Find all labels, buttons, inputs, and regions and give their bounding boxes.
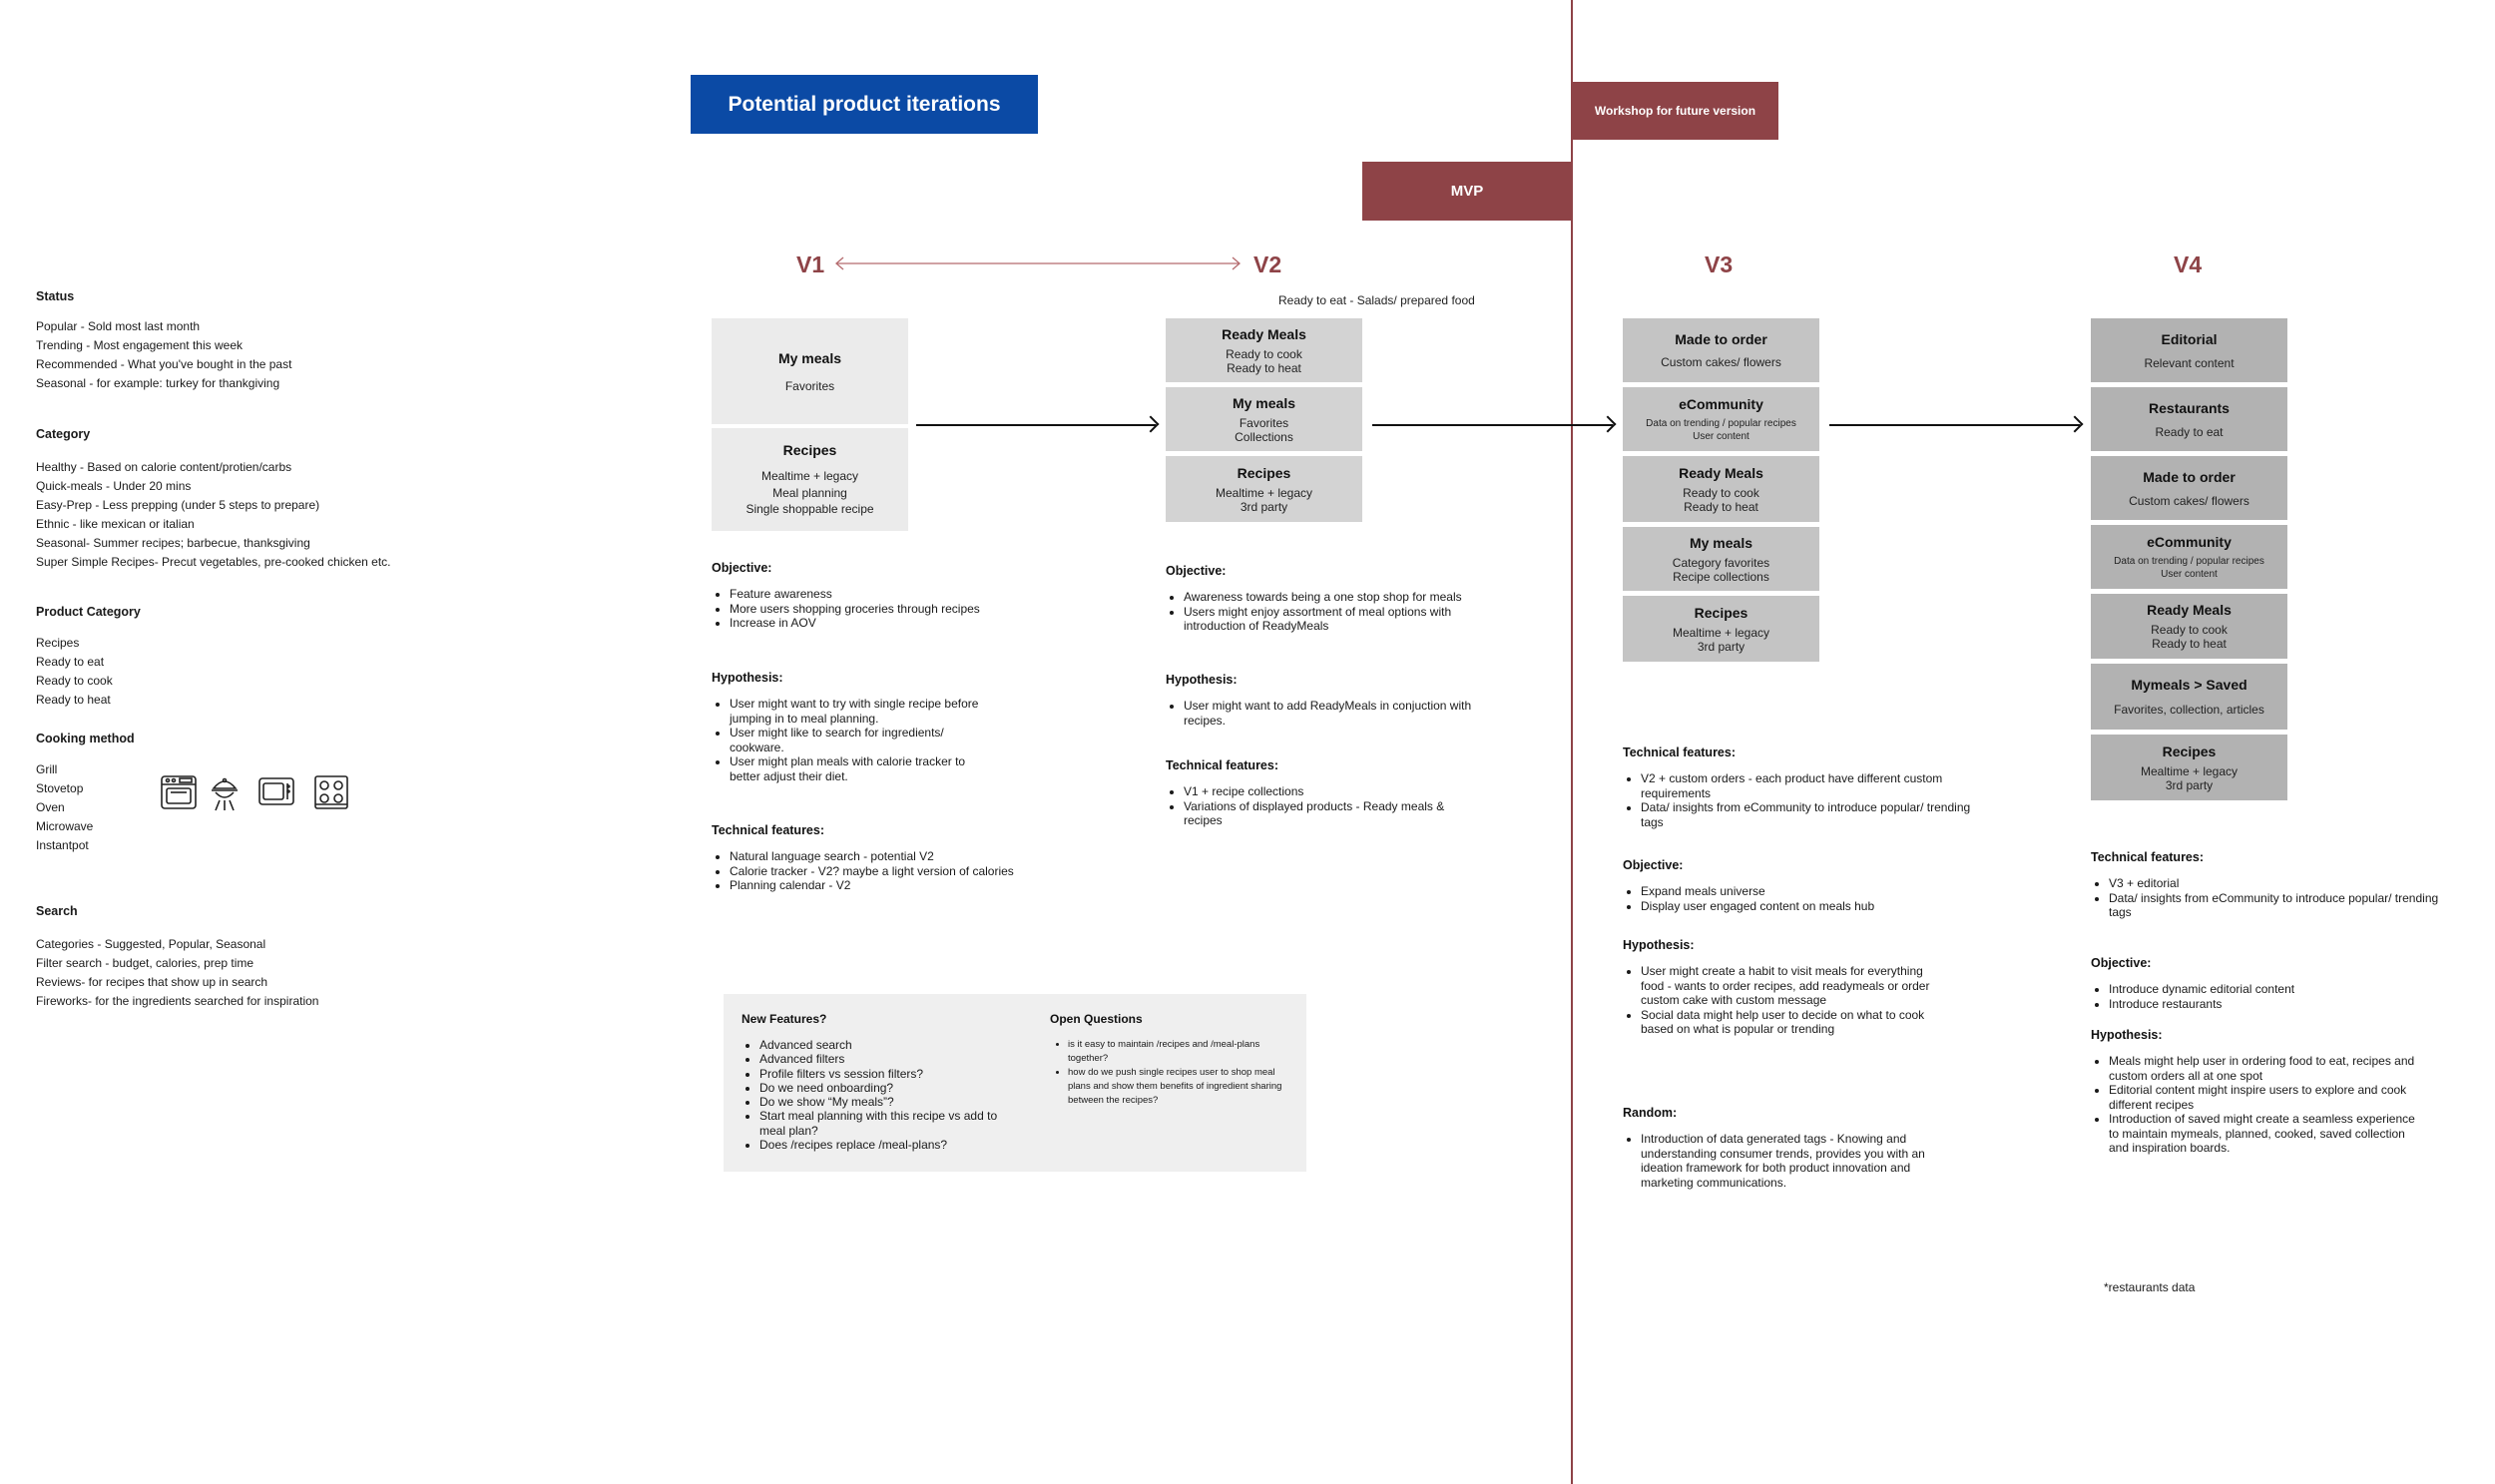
card-title: Ready Meals bbox=[2147, 602, 2232, 618]
card-line: Mealtime + legacy bbox=[1672, 625, 1770, 640]
v2-hypothesis-list bbox=[1166, 699, 1503, 728]
open-questions-section bbox=[1050, 1012, 1289, 1108]
v3-random-item: • Introduction of data generated tags - Knowing and understanding consumer trends, provides you with an ideation framework for both product innovation and marketing communications. bbox=[1641, 1132, 1952, 1190]
product-category-list bbox=[36, 634, 141, 710]
card-title: Mymeals > Saved bbox=[2131, 677, 2247, 693]
v2-technical-list bbox=[1166, 784, 1473, 828]
v2-note: Ready to eat - Salads/ prepared food bbox=[1278, 293, 1475, 307]
v2-objective-list bbox=[1166, 590, 1503, 634]
v3-hypothesis bbox=[1623, 938, 1952, 1037]
v4-hypothesis-item: • Introduction of saved might create a seamless experience to maintain mymeals, planned, cooked, saved collection and inspiration boards. bbox=[2109, 1112, 2428, 1156]
open-questions-heading: Open Questions bbox=[1050, 1012, 1143, 1026]
v4-card-recipes bbox=[2091, 735, 2287, 800]
search-item: Reviews- for recipes that show up in search bbox=[36, 975, 268, 989]
mvp-label: MVP bbox=[1362, 162, 1572, 221]
version-label-v1: V1 bbox=[796, 251, 825, 277]
mvp-divider-line bbox=[1571, 0, 1573, 1484]
card-title: Made to order bbox=[2143, 468, 2236, 485]
v3-technical-list bbox=[1623, 771, 1990, 829]
v1-v2-double-arrow bbox=[834, 256, 1242, 270]
category-item: Ethnic - like mexican or italian bbox=[36, 517, 195, 531]
card-line: Category favorites bbox=[1672, 555, 1770, 570]
card-line: Data on trending / popular recipes bbox=[1646, 417, 1796, 429]
status-item: Trending - Most engagement this week bbox=[36, 338, 243, 352]
card-line: Custom cakes/ flowers bbox=[1661, 355, 1781, 369]
v3-technical-item: • V2 + custom orders - each product have different custom requirements bbox=[1641, 771, 1990, 800]
v1-technical bbox=[712, 823, 1091, 893]
v3-random bbox=[1623, 1106, 1952, 1190]
card-title: Restaurants bbox=[2149, 399, 2230, 416]
v2-card-my-meals bbox=[1166, 387, 1362, 451]
v3-card-ready-meals bbox=[1623, 456, 1819, 522]
category-item: Easy-Prep - Less prepping (under 5 steps to prepare) bbox=[36, 498, 320, 512]
new-features-item: • Profile filters vs session filters? bbox=[759, 1067, 999, 1081]
category-list bbox=[36, 458, 391, 572]
v1-hypothesis-heading: Hypothesis: bbox=[712, 671, 783, 685]
oven-icon bbox=[160, 774, 198, 810]
status-item: Recommended - What you've bought in the past bbox=[36, 357, 292, 371]
card-line: Ready to heat bbox=[2152, 637, 2227, 651]
v2-objective-heading: Objective: bbox=[1166, 564, 1227, 578]
version-label-v2: V2 bbox=[1253, 251, 1282, 277]
legend-search bbox=[36, 904, 318, 1011]
card-line: Favorites bbox=[1239, 415, 1289, 430]
v3-objective-heading: Objective: bbox=[1623, 858, 1684, 872]
search-item: Categories - Suggested, Popular, Seasonal bbox=[36, 937, 266, 951]
product-category-item: Ready to eat bbox=[36, 655, 105, 669]
new-features-section bbox=[742, 1012, 1011, 1152]
v2-technical-item: • V1 + recipe collections bbox=[1184, 784, 1473, 799]
card-title: eCommunity bbox=[1679, 395, 1763, 412]
card-line: Single shoppable recipe bbox=[746, 502, 874, 516]
v1-hypothesis-item: • User might like to search for ingredients/ cookware. bbox=[730, 726, 999, 754]
v1-technical-item: • Natural language search - potential V2 bbox=[730, 849, 1091, 864]
card-line: Collections bbox=[1235, 429, 1293, 444]
search-item: Filter search - budget, calories, prep time bbox=[36, 956, 254, 970]
new-features-list bbox=[742, 1038, 999, 1152]
card-title: My meals bbox=[1232, 394, 1296, 411]
product-category-heading: Product Category bbox=[36, 605, 141, 619]
v3-random-list bbox=[1623, 1132, 1952, 1190]
v4-technical-heading: Technical features: bbox=[2091, 850, 2205, 864]
legend-status bbox=[36, 289, 291, 393]
card-line: Ready to cook bbox=[2151, 623, 2228, 637]
card-line: Meal planning bbox=[772, 486, 847, 500]
v4-objective-list bbox=[2091, 982, 2460, 1011]
card-line: Favorites, collection, articles bbox=[2114, 703, 2264, 717]
v1-card-my-meals bbox=[712, 318, 908, 424]
v4-card-ready-meals bbox=[2091, 594, 2287, 659]
new-features-item: • Do we need onboarding? bbox=[759, 1081, 999, 1095]
v4-card-made-to-order bbox=[2091, 456, 2287, 520]
card-title: Editorial bbox=[2161, 330, 2218, 347]
v3-card-recipes bbox=[1623, 596, 1819, 662]
card-line: Ready to cook bbox=[1226, 346, 1302, 361]
search-item: Fireworks- for the ingredients searched for inspiration bbox=[36, 994, 319, 1008]
version-label-v4: V4 bbox=[2174, 251, 2203, 277]
v3-hypothesis-heading: Hypothesis: bbox=[1623, 938, 1695, 952]
v1-technical-item: • Planning calendar - V2 bbox=[730, 878, 1091, 893]
card-title: Recipes bbox=[1694, 604, 1748, 621]
v1-hypothesis bbox=[712, 671, 1031, 783]
card-title: eCommunity bbox=[2147, 533, 2232, 550]
v4-hypothesis-item: • Meals might help user in ordering food to eat, recipes and custom orders all at one spot bbox=[2109, 1054, 2428, 1083]
flow-arrow-v3-v4 bbox=[1829, 424, 2080, 426]
v2-card-recipes bbox=[1166, 456, 1362, 522]
card-line: User content bbox=[2161, 568, 2218, 580]
microwave-icon bbox=[257, 776, 295, 806]
card-line: Ready to heat bbox=[1227, 360, 1301, 375]
v4-hypothesis-heading: Hypothesis: bbox=[2091, 1028, 2163, 1042]
category-item: Healthy - Based on calorie content/protien/carbs bbox=[36, 460, 292, 474]
v3-card-ecommunity bbox=[1623, 387, 1819, 451]
card-line: Ready to eat bbox=[2155, 424, 2224, 439]
v3-card-my-meals bbox=[1623, 527, 1819, 591]
new-features-panel bbox=[724, 994, 1306, 1172]
v3-hypothesis-list bbox=[1623, 964, 1940, 1037]
card-line: 3rd party bbox=[1697, 639, 1746, 654]
v4-objective-item: • Introduce dynamic editorial content bbox=[2109, 982, 2460, 997]
v4-technical-item: • V3 + editorial bbox=[2109, 876, 2458, 891]
search-list bbox=[36, 935, 318, 1011]
v1-hypothesis-item: • User might want to try with single recipe before jumping in to meal planning. bbox=[730, 697, 999, 726]
legend-cooking-method bbox=[36, 732, 135, 855]
v3-technical bbox=[1623, 745, 1992, 829]
category-item: Seasonal- Summer recipes; barbecue, thanksgiving bbox=[36, 536, 310, 550]
v2-hypothesis-item: • User might want to add ReadyMeals in conjuction with recipes. bbox=[1184, 699, 1503, 728]
card-line: Relevant content bbox=[2144, 355, 2235, 370]
v4-technical bbox=[2091, 850, 2460, 920]
v2-card-ready-meals bbox=[1166, 318, 1362, 382]
card-line: User content bbox=[1693, 430, 1749, 442]
v2-objective bbox=[1166, 564, 1505, 634]
v4-card-mymeals-saved bbox=[2091, 664, 2287, 730]
status-item: Popular - Sold most last month bbox=[36, 319, 201, 333]
card-line: Favorites bbox=[784, 378, 835, 393]
v2-objective-item: • Awareness towards being a one stop shop for meals bbox=[1184, 590, 1503, 605]
cooking-method-item: Stovetop bbox=[36, 781, 84, 795]
open-questions-item: • is it easy to maintain /recipes and /meal-plans together? bbox=[1068, 1038, 1295, 1066]
card-line: Ready to heat bbox=[1684, 499, 1758, 514]
card-line: Custom cakes/ flowers bbox=[2129, 493, 2249, 508]
status-item: Seasonal - for example: turkey for thankgiving bbox=[36, 376, 280, 390]
cooking-method-heading: Cooking method bbox=[36, 732, 135, 745]
v4-hypothesis-item: • Editorial content might inspire users to explore and cook different recipes bbox=[2109, 1083, 2428, 1112]
new-features-item: • Do we show “My meals”? bbox=[759, 1095, 999, 1109]
stovetop-icon bbox=[313, 774, 349, 810]
v3-objective bbox=[1623, 858, 1992, 913]
status-heading: Status bbox=[36, 289, 75, 303]
v2-technical bbox=[1166, 758, 1505, 828]
card-line: Ready to cook bbox=[1683, 485, 1759, 500]
cooking-method-list bbox=[36, 760, 135, 855]
category-item: Super Simple Recipes- Precut vegetables, pre-cooked chicken etc. bbox=[36, 555, 391, 569]
v3-technical-item: • Data/ insights from eCommunity to introduce popular/ trending tags bbox=[1641, 800, 1990, 829]
v1-objective-heading: Objective: bbox=[712, 561, 772, 575]
cooking-method-item: Grill bbox=[36, 762, 58, 776]
card-title: My meals bbox=[1689, 534, 1753, 551]
new-features-item: • Does /recipes replace /meal-plans? bbox=[759, 1138, 999, 1152]
v1-technical-item: • Calorie tracker - V2? maybe a light version of calories bbox=[730, 864, 1091, 879]
card-line: 3rd party bbox=[2165, 777, 2214, 792]
card-line: Mealtime + legacy bbox=[1215, 485, 1313, 500]
v2-hypothesis-heading: Hypothesis: bbox=[1166, 673, 1238, 687]
product-category-item: Ready to heat bbox=[36, 693, 111, 707]
v4-card-ecommunity bbox=[2091, 525, 2287, 589]
flow-arrow-v2-v3 bbox=[1372, 424, 1613, 426]
category-heading: Category bbox=[36, 427, 91, 441]
v3-objective-list bbox=[1623, 884, 1992, 913]
v3-hypothesis-item: • Social data might help user to decide on what to cook based on what is popular or trending bbox=[1641, 1008, 1940, 1037]
cooking-method-item: Instantpot bbox=[36, 838, 89, 852]
new-features-item: • Advanced filters bbox=[759, 1052, 999, 1066]
v1-objective bbox=[712, 561, 1051, 631]
card-line: Data on trending / popular recipes bbox=[2114, 555, 2264, 567]
v3-objective-item: • Display user engaged content on meals hub bbox=[1641, 899, 1992, 914]
card-title: My meals bbox=[777, 349, 842, 366]
v4-technical-list bbox=[2091, 876, 2458, 920]
v2-hypothesis bbox=[1166, 673, 1505, 728]
v1-technical-heading: Technical features: bbox=[712, 823, 825, 837]
v4-objective-item: • Introduce restaurants bbox=[2109, 997, 2460, 1012]
grill-icon bbox=[210, 774, 240, 812]
card-line: Recipe collections bbox=[1673, 569, 1769, 584]
legend-product-category bbox=[36, 605, 141, 710]
v2-technical-item: • Variations of displayed products - Ready meals & recipes bbox=[1184, 799, 1473, 828]
v2-objective-item: • Users might enjoy assortment of meal options with introduction of ReadyMeals bbox=[1184, 605, 1503, 634]
v4-technical-item: • Data/ insights from eCommunity to introduce popular/ trending tags bbox=[2109, 891, 2458, 920]
v3-hypothesis-item: • User might create a habit to visit meals for everything food - wants to order recipes, add readymeals or order custom cake with custom message bbox=[1641, 964, 1940, 1008]
v1-objective-item: • Feature awareness bbox=[730, 587, 1051, 602]
cooking-method-item: Oven bbox=[36, 800, 65, 814]
card-title: Ready Meals bbox=[1222, 325, 1306, 342]
category-item: Quick-meals - Under 20 mins bbox=[36, 479, 192, 493]
card-title: Ready Meals bbox=[1679, 464, 1763, 481]
v4-objective bbox=[2091, 956, 2460, 1011]
v3-technical-heading: Technical features: bbox=[1623, 745, 1737, 759]
workshop-label: Workshop for future version bbox=[1572, 82, 1778, 140]
page-title: Potential product iterations bbox=[691, 75, 1038, 134]
card-line: Mealtime + legacy bbox=[2140, 763, 2239, 778]
cooking-method-item: Microwave bbox=[36, 819, 94, 833]
v4-footnote: *restaurants data bbox=[2104, 1280, 2196, 1294]
open-questions-list bbox=[1050, 1038, 1295, 1108]
v3-random-heading: Random: bbox=[1623, 1106, 1678, 1120]
v1-objective-item: • More users shopping groceries through recipes bbox=[730, 602, 1051, 617]
card-title: Recipes bbox=[1237, 464, 1291, 481]
open-questions-item: • how do we push single recipes user to shop meal plans and show them benefits of ingredient sharing between the recipes? bbox=[1068, 1066, 1295, 1108]
v4-card-editorial bbox=[2091, 318, 2287, 382]
v4-hypothesis-list bbox=[2091, 1054, 2428, 1156]
product-category-item: Recipes bbox=[36, 636, 80, 650]
search-heading: Search bbox=[36, 904, 78, 918]
v4-card-restaurants bbox=[2091, 387, 2287, 451]
v1-hypothesis-item: • User might plan meals with calorie tracker to better adjust their diet. bbox=[730, 754, 999, 783]
v3-card-made-to-order bbox=[1623, 318, 1819, 382]
card-title: Made to order bbox=[1675, 331, 1767, 347]
v2-technical-heading: Technical features: bbox=[1166, 758, 1279, 772]
product-category-item: Ready to cook bbox=[36, 674, 113, 688]
card-line: Mealtime + legacy bbox=[760, 469, 859, 483]
v1-objective-item: • Increase in AOV bbox=[730, 616, 1051, 631]
v4-hypothesis bbox=[2091, 1028, 2460, 1156]
status-list bbox=[36, 317, 291, 393]
flow-arrow-v1-v2 bbox=[916, 424, 1156, 426]
v1-hypothesis-list bbox=[712, 697, 999, 783]
new-features-item: • Advanced search bbox=[759, 1038, 999, 1052]
v1-card-recipes bbox=[712, 428, 908, 531]
v3-objective-item: • Expand meals universe bbox=[1641, 884, 1992, 899]
new-features-item: • Start meal planning with this recipe vs add to meal plan? bbox=[759, 1109, 999, 1138]
v4-objective-heading: Objective: bbox=[2091, 956, 2152, 970]
card-title: Recipes bbox=[2162, 742, 2217, 759]
v1-technical-list bbox=[712, 849, 1091, 893]
version-label-v3: V3 bbox=[1705, 251, 1734, 277]
card-line: 3rd party bbox=[1240, 499, 1288, 514]
card-title: Recipes bbox=[782, 442, 837, 458]
v1-objective-list bbox=[712, 587, 1051, 631]
legend-category bbox=[36, 427, 391, 572]
new-features-heading: New Features? bbox=[742, 1012, 827, 1026]
